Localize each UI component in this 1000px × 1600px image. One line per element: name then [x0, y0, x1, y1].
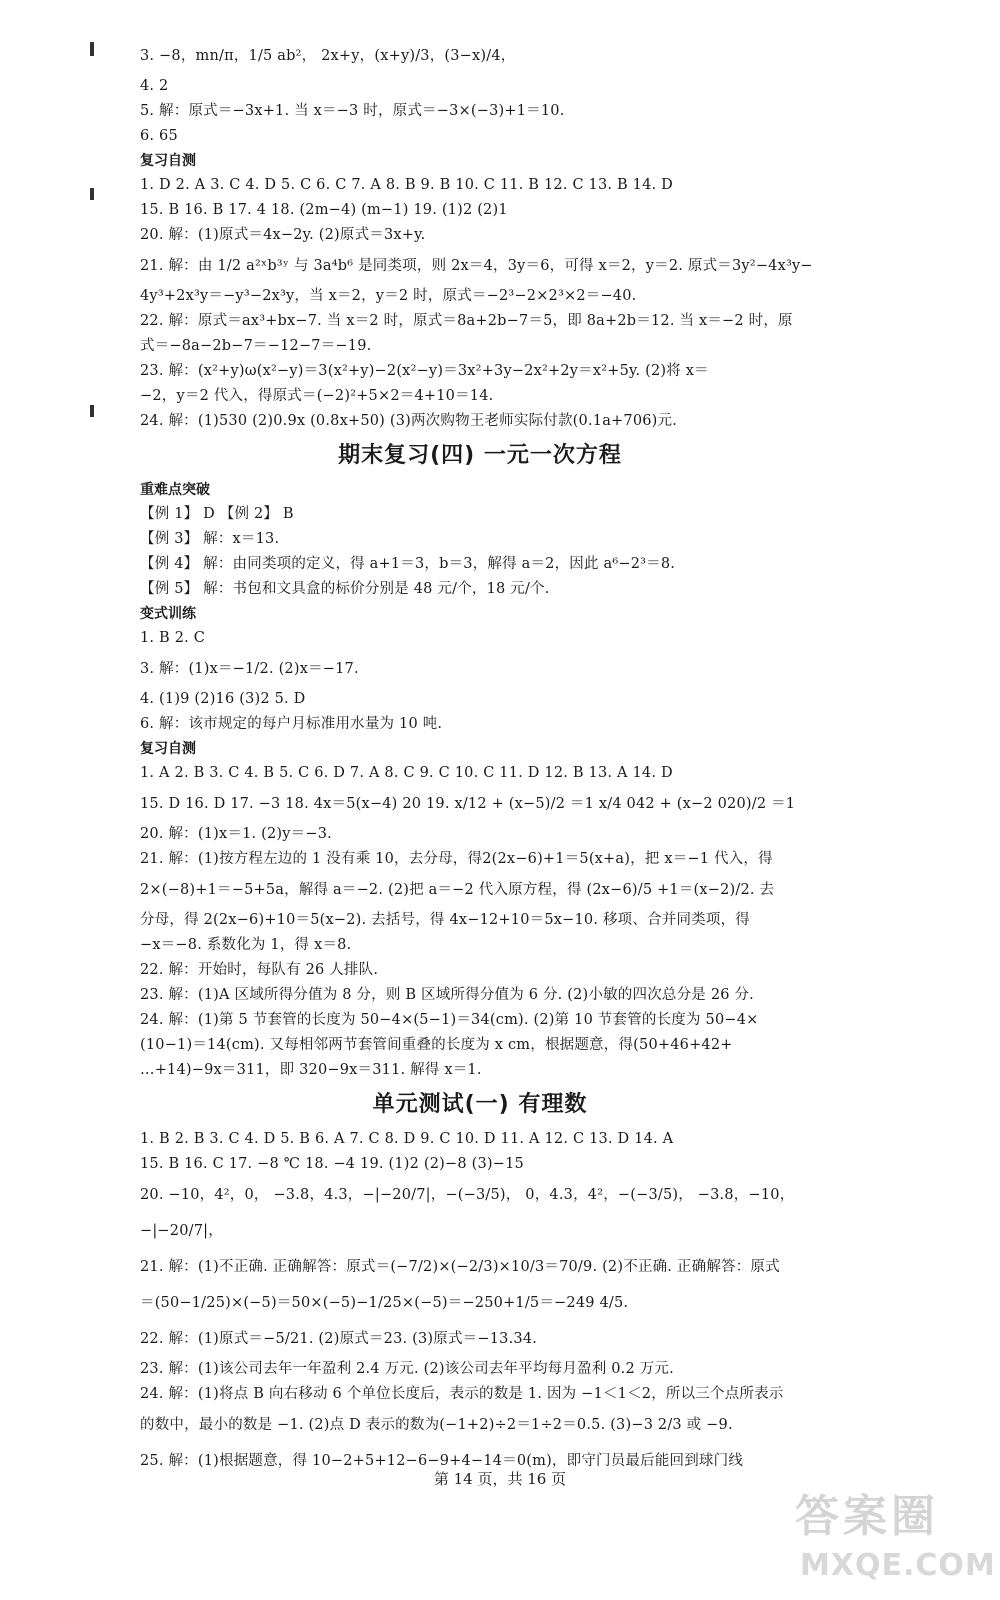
answer-line: 2×(−8)+1＝−5+5a，解得 a＝−2. (2)把 a＝−2 代入原方程，得 (2x−6)/5 +1＝(x−2)/2. 去 — [140, 882, 775, 898]
answer-line: 24. 解：(1)将点 B 向右移动 6 个单位长度后，表示的数是 1. 因为 −1＜1＜2，所以三个点所表示 — [140, 1386, 784, 1402]
answer-line: (10−1)＝14(cm). 又每相邻两节套管间重叠的长度为 x cm，根据题意，得(50+46+42+ — [140, 1037, 733, 1053]
answer-line: 式＝−8a−2b−7＝−12−7＝−19. — [140, 338, 372, 354]
answer-line: 5. 解：原式＝−3x+1. 当 x＝−3 时，原式＝−3×(−3)+1＝10. — [140, 103, 565, 119]
answer-line: 3. 解：(1)x＝−1/2. (2)x＝−17. — [140, 661, 359, 677]
answer-line: 【例 5】 解：书包和文具盒的标价分别是 48 元/个，18 元/个. — [140, 581, 550, 597]
answer-line: 15. B 16. B 17. 4 18. (2m−4) (m−1) 19. (1)2 (2)1 — [140, 202, 508, 218]
answer-line: 25. 解：(1)根据题意，得 10−2+5+12−6−9+4−14＝0(m)，即守门员最后能回到球门线 — [140, 1453, 744, 1469]
answer-line: 【例 1】 D 【例 2】 B — [140, 506, 294, 522]
answer-line: 20. 解：(1)原式＝4x−2y. (2)原式＝3x+y. — [140, 227, 426, 243]
section-title: 期末复习(四) 一元一次方程 — [338, 443, 622, 468]
answer-line: −x＝−8. 系数化为 1，得 x＝8. — [140, 937, 352, 953]
answer-line: 1. A 2. B 3. C 4. B 5. C 6. D 7. A 8. C 9. C 10. C 11. D 12. B 13. A 14. D — [140, 765, 673, 781]
scan-edge-mark — [90, 188, 94, 200]
subsection-heading: 重难点突破 — [140, 482, 210, 498]
answer-line: 【例 3】 解：x＝13. — [140, 531, 280, 547]
answer-line: 23. 解：(1)A 区域所得分值为 8 分，则 B 区域所得分值为 6 分. (2)小敏的四次总分是 26 分. — [140, 987, 754, 1003]
answer-line: −2，y＝2 代入，得原式＝(−2)²+5×2＝4+10＝14. — [140, 388, 494, 404]
answer-line: 20. 解：(1)x＝1. (2)y＝−3. — [140, 826, 332, 842]
answer-content — [140, 38, 820, 1479]
answer-line: 23. 解：(x²+y)ω(x²−y)＝3(x²+y)−2(x²−y)＝3x²+3y−2x²+2y＝x²+5y. (2)将 x＝ — [140, 363, 709, 379]
answer-line: 22. 解：原式＝ax³+bx−7. 当 x＝2 时，原式＝8a+2b−7＝5，即 8a+2b＝12. 当 x＝−2 时，原 — [140, 313, 793, 329]
answer-line: 22. 解：开始时，每队有 26 人排队. — [140, 962, 379, 978]
page-footer: 第 14 页，共 16 页 — [433, 1470, 567, 1488]
answer-line: 3. −8，mn/π，1/5 ab²， 2x+y，(x+y)/3，(3−x)/4， — [140, 48, 516, 64]
answer-line: 1. B 2. B 3. C 4. D 5. B 6. A 7. C 8. D 9. C 10. D 11. A 12. C 13. D 14. A — [140, 1131, 674, 1147]
watermark-site: MXQE.COM — [800, 1548, 996, 1583]
answer-line: −|−20/7|， — [140, 1223, 223, 1239]
answer-line: 15. D 16. D 17. −3 18. 4x＝5(x−4) 20 19. x/12 + (x−5)/2 ＝1 x/4 042 + (x−2 020)/2 ＝1 — [140, 796, 796, 812]
answer-line: 6. 解：该市规定的每户月标准用水量为 10 吨. — [140, 716, 443, 732]
answer-line: 1. D 2. A 3. C 4. D 5. C 6. C 7. A 8. B 9. B 10. C 11. B 12. C 13. B 14. D — [140, 177, 673, 193]
answer-line: 23. 解：(1)该公司去年一年盈利 2.4 万元. (2)该公司去年平均每月盈利 0.2 万元. — [140, 1361, 674, 1377]
answer-line: ＝(50−1/25)×(−5)＝50×(−5)−1/25×(−5)＝−250+1/5＝−249 4/5. — [140, 1295, 629, 1311]
answer-line: 4. 2 — [140, 78, 169, 94]
answer-line: 分母，得 2(2x−6)+10＝5(x−2). 去括号，得 4x−12+10＝5x−10. 移项、合并同类项，得 — [140, 912, 750, 928]
answer-line: 20. −10，4²，0， −3.8，4.3，−|−20/7|，−(−3/5)， 0，4.3，4²，−(−3/5)， −3.8，−10， — [140, 1187, 795, 1203]
answer-line: 6. 65 — [140, 128, 178, 144]
section-title: 单元测试(一) 有理数 — [372, 1092, 588, 1117]
answer-line: 22. 解：(1)原式＝−5/21. (2)原式＝23. (3)原式＝−13.34. — [140, 1331, 538, 1347]
subsection-heading: 复习自测 — [140, 741, 196, 757]
scan-edge-mark — [90, 405, 94, 417]
answer-line: 的数中，最小的数是 −1. (2)点 D 表示的数为(−1+2)÷2＝1÷2＝0.5. (3)−3 2/3 或 −9. — [140, 1417, 733, 1433]
answer-line: 24. 解：(1)第 5 节套管的长度为 50−4×(5−1)＝34(cm). (2)第 10 节套管的长度为 50−4× — [140, 1012, 759, 1028]
answer-line: 21. 解：由 1/2 a²ˣb³ʸ 与 3a⁴b⁶ 是同类项，则 2x＝4，3y＝6，可得 x＝2，y＝2. 原式＝3y²−4x³y− — [140, 258, 813, 274]
subsection-heading: 变式训练 — [140, 606, 196, 622]
subsection-heading: 复习自测 — [140, 153, 196, 169]
answer-line: 21. 解：(1)不正确. 正确解答：原式＝(−7/2)×(−2/3)×10/3＝70/9. (2)不正确. 正确解答：原式 — [140, 1259, 780, 1275]
answer-line: …+14)−9x＝311，即 320−9x＝311. 解得 x＝1. — [140, 1062, 482, 1078]
scan-edge-mark — [90, 42, 94, 56]
answer-line: 24. 解：(1)530 (2)0.9x (0.8x+50) (3)两次购物王老师实际付款(0.1a+706)元. — [140, 413, 678, 429]
answer-line: 21. 解：(1)按方程左边的 1 没有乘 10，去分母，得2(2x−6)+1＝5(x+a)，把 x＝−1 代入，得 — [140, 851, 773, 867]
answer-line: 4. (1)9 (2)16 (3)2 5. D — [140, 691, 306, 707]
answer-line: 15. B 16. C 17. −8 ℃ 18. −4 19. (1)2 (2)−8 (3)−15 — [140, 1156, 524, 1172]
answer-line: 【例 4】 解：由同类项的定义，得 a+1＝3，b＝3，解得 a＝2，因此 a⁶−2³＝8. — [140, 556, 676, 572]
watermark-logo: 答案圈 — [795, 1491, 939, 1542]
answer-line: 1. B 2. C — [140, 630, 206, 646]
answer-line: 4y³+2x³y＝−y³−2x³y，当 x＝2，y＝2 时，原式＝−2³−2×2³×2＝−40. — [140, 288, 637, 304]
